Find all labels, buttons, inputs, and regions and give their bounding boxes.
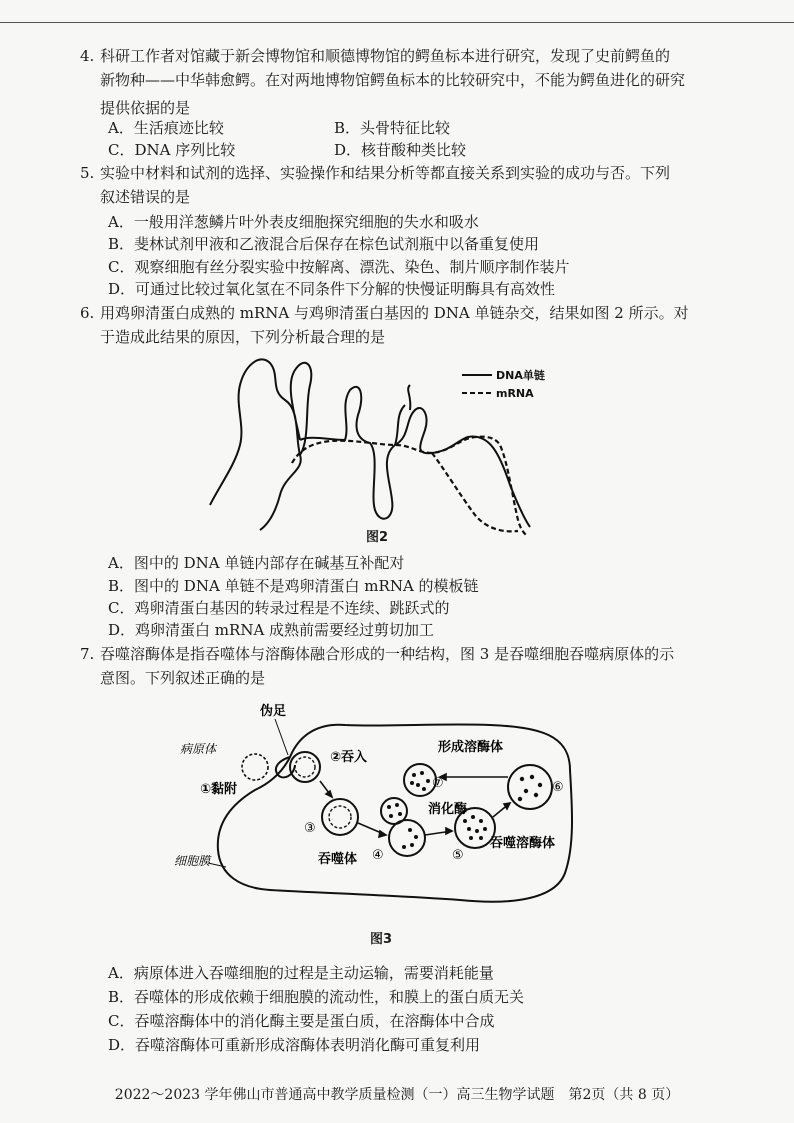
option-d: D．吞噬溶酶体可重新形成溶酶体表明消化酶可重复利用 bbox=[108, 1036, 481, 1054]
legend-mrna-label: mRNA bbox=[496, 387, 534, 400]
label-step-3: ③ bbox=[304, 821, 316, 836]
figure-3-phagocytosis bbox=[160, 695, 600, 920]
option-b: B．斐林试剂甲液和乙液混合后保存在棕色试剂瓶中以备重复使用 bbox=[108, 235, 540, 253]
question-7 bbox=[80, 642, 674, 690]
figure-2-caption: 图2 bbox=[366, 530, 389, 545]
label-engulf: ②吞入 bbox=[330, 750, 368, 765]
label-attach: ①黏附 bbox=[200, 782, 238, 797]
question-6 bbox=[80, 301, 689, 349]
option-a: A．病原体进入吞噬细胞的过程是主动运输，需要消耗能量 bbox=[108, 964, 494, 982]
dna-strand bbox=[395, 385, 410, 445]
label-step-7: ⑦ bbox=[432, 776, 444, 791]
question-stem-line: 提供依据的是 bbox=[100, 99, 191, 117]
option-b: B．头骨特征比较 bbox=[334, 119, 451, 137]
option-c: C．吞噬溶酶体中的消化酶主要是蛋白质，在溶酶体中合成 bbox=[108, 1012, 495, 1030]
option-c: C．鸡卵清蛋白基因的转录过程是不连续、跳跃式的 bbox=[108, 599, 450, 617]
option-d: D．可通过比较过氧化氢在不同条件下分解的快慢证明酶具有高效性 bbox=[108, 280, 556, 298]
figure-3-caption: 图3 bbox=[370, 932, 393, 947]
label-pseudopod: 伪足 bbox=[260, 704, 287, 719]
pathogen bbox=[242, 754, 268, 780]
question-stem-line: 用鸡卵清蛋白成熟的 mRNA 与鸡卵清蛋白基因的 DNA 单链杂交，结果如图 2 所示。对 bbox=[100, 304, 689, 322]
option-d: D．鸡卵清蛋白 mRNA 成熟前需要经过剪切加工 bbox=[108, 621, 435, 639]
question-stem-line: 于造成此结果的原因，下列分析最合理的是 bbox=[100, 328, 386, 346]
question-stem-line: 科研工作者对馆藏于新会博物馆和顺德博物馆的鳄鱼标本进行研究，发现了史前鳄鱼的 bbox=[100, 47, 671, 65]
option-d: D．核苷酸种类比较 bbox=[334, 141, 467, 159]
engulfed-pathogen-inner bbox=[295, 757, 315, 777]
leader-line bbox=[275, 719, 288, 755]
question-number: 6. bbox=[80, 304, 95, 322]
label-lysosome-formation: 形成溶酶体 bbox=[438, 740, 504, 755]
option-b: B．吞噬体的形成依赖于细胞膜的流动性，和膜上的蛋白质无关 bbox=[108, 988, 525, 1006]
label-step-4: ④ bbox=[372, 848, 384, 863]
question-number: 4. bbox=[80, 47, 95, 65]
phagosome-inner bbox=[329, 806, 351, 828]
option-a: A．一般用洋葱鳞片叶外表皮细胞探究细胞的失水和吸水 bbox=[108, 213, 479, 231]
question-number: 5. bbox=[80, 164, 95, 182]
mrna-strand bbox=[292, 437, 526, 535]
label-step-6: ⑥ bbox=[552, 780, 564, 795]
question-number: 7. bbox=[80, 645, 95, 663]
question-stem-line: 实验中材料和试剂的选择、实验操作和结果分析等都直接关系到实验的成功与否。下列 bbox=[100, 164, 671, 182]
page-footer: 2022～2023 学年佛山市普通高中教学质量检测（一）高三生物学试题 第2页（共 8 页） bbox=[114, 1087, 680, 1103]
question-stem-line: 意图。下列叙述正确的是 bbox=[100, 669, 266, 687]
legend-dna-label: DNA单链 bbox=[496, 369, 545, 382]
residual-body bbox=[508, 765, 552, 809]
label-phagosome: 吞噬体 bbox=[318, 852, 358, 867]
mrna-strand bbox=[432, 453, 518, 531]
process-arrows bbox=[320, 774, 510, 837]
question-4 bbox=[80, 44, 685, 120]
label-phagolysosome: 吞噬溶酶体 bbox=[490, 836, 556, 851]
option-c: C．DNA 序列比较 bbox=[108, 141, 236, 159]
option-b: B．图中的 DNA 单链不是鸡卵清蛋白 mRNA 的模板链 bbox=[108, 577, 479, 595]
question-stem-line: 叙述错误的是 bbox=[100, 188, 191, 206]
question-5 bbox=[80, 161, 670, 209]
cell-membrane bbox=[218, 724, 572, 901]
label-step-5: ⑤ bbox=[452, 848, 464, 863]
figure-2-dna-mrna-hybrid bbox=[200, 345, 580, 545]
phagosome bbox=[322, 799, 358, 835]
question-stem-line: 新物种——中华韩愈鳄。在对两地博物馆鳄鱼标本的比较研究中，不能为鳄鱼进化的研究 bbox=[100, 71, 686, 89]
fusing-vesicle bbox=[389, 820, 425, 856]
option-c: C．观察细胞有丝分裂实验中按解离、漂洗、染色、制片顺序制作装片 bbox=[108, 258, 570, 276]
top-rule bbox=[0, 22, 794, 23]
option-a: A．图中的 DNA 单链内部存在碱基互补配对 bbox=[108, 554, 405, 572]
label-digestive-enzyme: 消化酶 bbox=[428, 802, 468, 817]
leader-line bbox=[208, 863, 226, 867]
dna-strand bbox=[210, 359, 530, 530]
label-pathogen: 病原体 bbox=[180, 742, 217, 756]
option-a: A．生活痕迹比较 bbox=[108, 119, 224, 137]
question-stem-line: 吞噬溶酶体是指吞噬体与溶酶体融合形成的一种结构，图 3 是吞噬细胞吞噬病原体的示 bbox=[100, 645, 675, 663]
label-membrane: 细胞膜 bbox=[174, 854, 211, 868]
